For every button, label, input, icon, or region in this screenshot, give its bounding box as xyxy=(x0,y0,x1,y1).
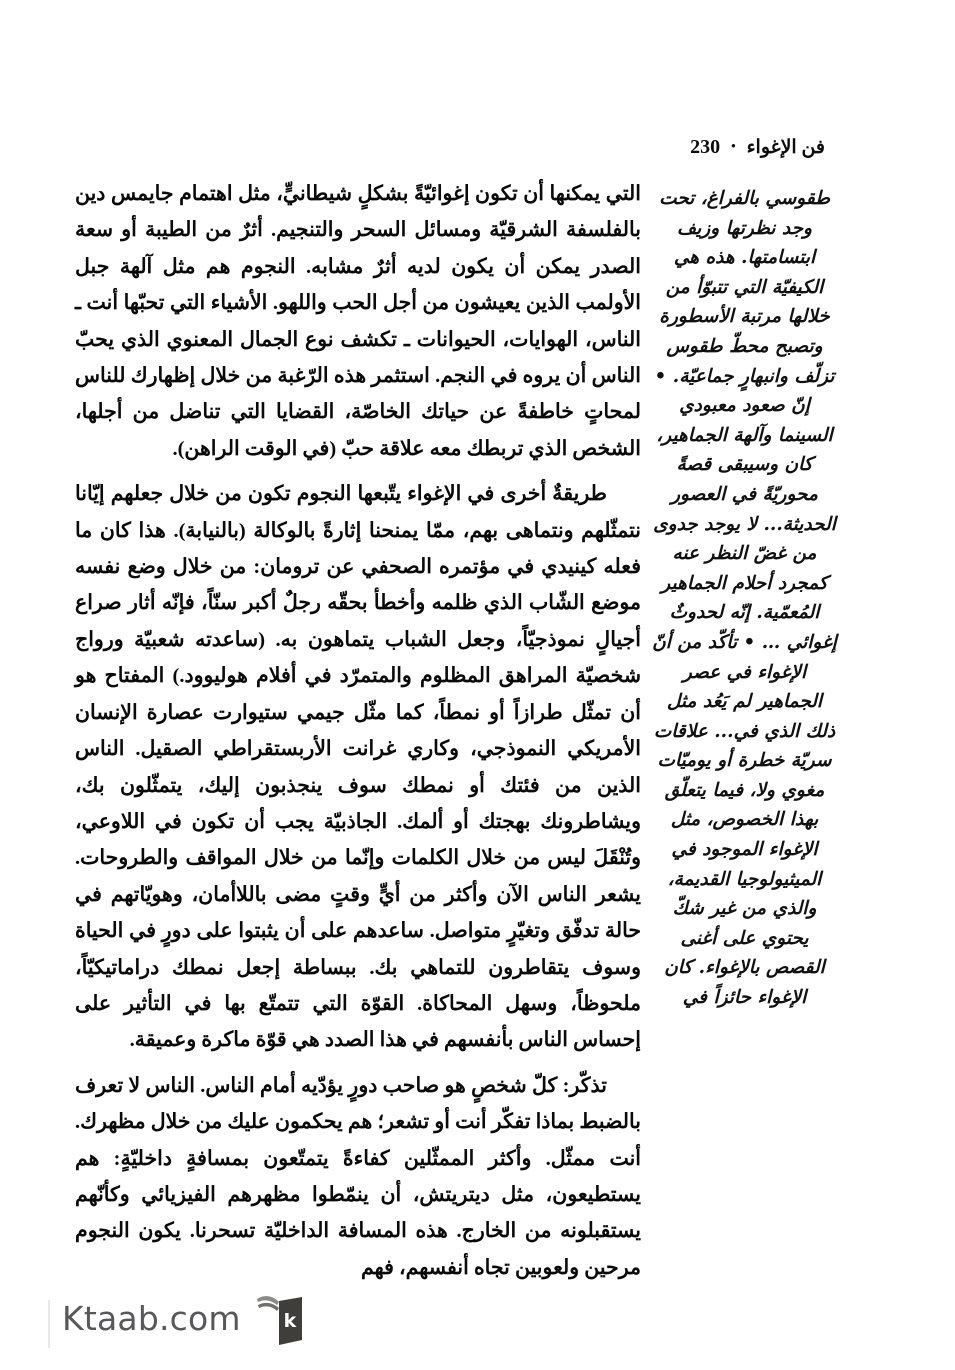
page-edge-artifact xyxy=(48,1300,50,1348)
site-watermark xyxy=(62,1288,307,1348)
watermark-site-name: Ktaab.com xyxy=(62,1298,241,1338)
paragraph-2: طريقةٌ أخرى في الإغواء يتّبعها النجوم تكون من خلال جعلهم إيّانا نتمثّلهم ونتماهى بهم، ممّا يمنحنا إثارةً بالوكالة (بالنيابة). هذا كان ما فعله كينيدي في مؤتمره الصحفي عن ترومان: من خلال وضع نفسه موضع الشّاب الذي ظلمه وأخطأ بحقّه رجلٌ أكبر سنّاً، فإنّه أثار صراع أجيالٍ نموذجيّاً، وجعل الشباب يتماهون به. (ساعدته شعبيّة ورواج شخصيّة المراهق المظلوم والمتمرّد في أفلام هوليوود.) المفتاح هو أن تمثّل طرازاً أو نمطاً، كما مثّل جيمي ستيوارت عصارة الإنسان الأمريكي النموذجي، وكاري غرانت الأربستقراطي الصقيل. الناس الذين من فئتك أو نمطك سوف ينجذبون إليك، يتمثّلون بك، ويشاطرونك بهجتك أو ألمك. الجاذبيّة يجب أن تكون في اللاوعي، وتُنْقَلَ ليس من خلال الكلمات وإنّما من خلال المواقف والطروحات. يشعر الناس الآن وأكثر من أيٍّ وقتٍ مضى باللاأمان، وهويّاتهم في حالة تدفّق وتغيّرٍ متواصل. ساعدهم على أن يثبتوا على دورٍ في الحياة وسوف يتقاطرون للتماهي بك. ببساطة إجعل نمطك دراماتيكيّاً، ملحوظاً، وسهل المحاكاة. القوّة التي تتمتّع بها في التأثير على إحساس الناس بأنفسهم في هذا الصدد هي قوّة ماكرة وعميقة. xyxy=(75,483,641,1052)
margin-note-text: طقوسي بالفراغ، تحت وجد نظرتها وزيف ابتسامتها. هذه هي الكيفيّة التي تتبوّأ من خلالها مرتبة الأسطورة وتصبح محطّ طقوس تزلّف وانبهارٍ جماعيّة. • إنّ صعود معبودي السينما وآلهة الجماهير، كان وسيبقى قصةً محوريّةً في العصور الحديثة... لا يوجد جدوى من غضّ النظر عنه كمجرد أحلام الجماهير المُعمّية. إنّه لحدوثٌ إغوائي … • تأكّد من أنّ الإغواء في عصر الجماهير لم يَعُد مثل ذلك الذي في... علاقات سريّة خطرة أو يوميّات مغوي ولا، فيما يتعلّق بهذا الخصوص، مثل الإغواء الموجود في الميثيولوجيا القديمة، والذي من غير شكّ يحتوي على أغنى القصص بالإغواء. كان الإغواء حائزاً في xyxy=(652,188,837,1009)
page-body xyxy=(75,176,837,1279)
paragraph-3: تذكّر: كلّ شخصٍ هو صاحب دورٍ يؤدّيه أمام الناس. الناس لا تعرف بالضبط بماذا تفكّر أنت أو تشعر؛ هم يحكمون عليك من خلال مظهرك. أنت ممثّل. وأكثر الممثّلين كفاءةً يتمتّعون بمسافةٍ داخليّةٍ: هم يستطيعون، مثل ديتريتش، أن ينمّطوا مظهرهم الفيزيائي وكأنّهم يستقبلونه من الخارج. هذه المسافة الداخليّة تسحرنا. يكون النجوم مرحين ولعوبين تجاه أنفسهم، فهم xyxy=(75,1074,641,1279)
header-book-title: فن الإغواء xyxy=(746,137,825,158)
running-header xyxy=(690,136,825,159)
paragraph-1: التي يمكنها أن تكون إغوائيّةً بشكلٍ شيطانيٍّ، مثل اهتمام جايمس دين بالفلسفة الشرقيّة ومسائل السحر والتنجيم. أثرٌ من الطيبة أو سعة الصدر يمكن أن يكون لديه أثرٌ مشابه. النجوم هم مثل آلهة جبل الأولمب الذين يعيشون من أجل الحب واللهو. الأشياء التي تحبّها أنت ـ الناس، الهوايات، الحيوانات ـ تكشف نوع الجمال المعنوي الذي يحبّ الناس أن يروه في النجم. استثمر هذه الرّغبة من خلال إظهارك للناس لمحاتٍ خاطفةً عن حياتك الخاصّة، القضايا التي تناضل من أجلها، الشخص الذي تربطك معه علاقة حبّ (في الوقت الراهن). xyxy=(75,183,641,460)
book-logo-icon xyxy=(255,1288,307,1348)
margin-note-column xyxy=(652,184,837,1013)
header-bullet-separator: • xyxy=(731,138,736,153)
main-text-column xyxy=(75,176,641,1286)
svg-text:k: k xyxy=(283,1310,297,1332)
page-number: 230 xyxy=(690,136,721,158)
